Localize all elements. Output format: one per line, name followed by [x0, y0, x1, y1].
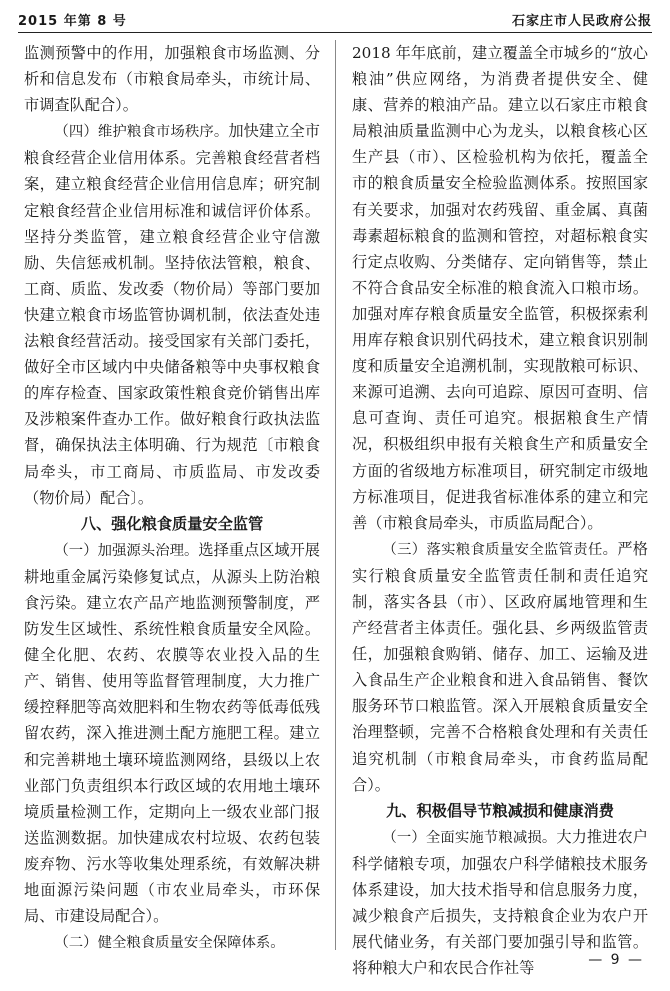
publication-title: 石家庄市人民政府公报 — [511, 14, 652, 29]
subsection-heading: （一）加强源头治理。 — [54, 542, 199, 559]
section-heading: 八、强化粮食质量安全监管 — [80, 514, 264, 533]
paragraph-body: 选择重点区域开展耕地重金属污染修复试点，从源头上防治粮食污染。建立农产品产地监测预警制度，严防发生区域性、系统性粮食质量安全风险。健全化肥、农药、农膜等农业投入品的生产、销售、使用等监督管理制度，大力推广缓控释肥等高效肥料和生物农药等低毒低残留农药，深入推进测土配方施肥工程。建立和完善耕地土壤环境监测网络，县级以上农业部门负责组织本行政区域的农用地土壤环境质量检测工作，定期向上一级农业部门报送监测数据。加快建成农村垃圾、农药包装废弃物、污水等收集处理系统，有效解决耕地面源污染问题（市农业局牵头，市环保局、市建设局配合）。 — [24, 540, 320, 926]
paragraph-body: 加快建立全市粮食经营企业信用体系。完善粮食经营者档案，建立粮食经营企业信用信息库；研究制定粮食经营企业信用标准和诚信评价体系。坚持分类监管，建立粮食经营企业守信激励、失信惩戒机制。坚持依法管粮，粮食、工商、质监、发改委（物价局）等部门要加快建立粮食市场监管协调机制，依法查处违法粮食经营活动。接受国家有关部门委托，做好全市区域内中央储备粮等中央事权粮食的库存检查、国家政策性粮食竞价销售出库及涉粮案件查办工作。做好粮食行政执法监督，确保执法主体明确、行为规范〔市粮食局牵头，市工商局、市质监局、市发改委（物价局）配合〕。 — [24, 122, 320, 507]
paragraph — [24, 537, 320, 929]
left-column — [24, 40, 320, 950]
subsection-heading: （三）落实粮食质量安全监管责任。 — [382, 541, 618, 558]
paragraph — [24, 929, 320, 956]
section-heading: 九、积极倡导节粮减损和健康消费 — [386, 801, 614, 820]
paragraph: 2018 年年底前，建立覆盖全市城乡的“放心粮油”供应网络，为消费者提供安全、健康、营养的粮油产品。建立以石家庄市粮食局粮油质量监测中心为龙头，以粮食核心区生产县（市）、区检验机构为依托，覆盖全市的粮食质量安全检验监测体系。按照国家有关要求，加强对农药残留、重金属、真菌毒素超标粮食的监测和管控，对超标粮食实行定点收购、分类储存、定向销售等，禁止不符合食品安全标准的粮食流入口粮市场。加强对库存粮食质量安全监管，积极探索利用库存粮食识别代码技术，建立粮食识别制度和质量安全追溯机制，实现散粮可标识、来源可追溯、去向可追踪、原因可查明、信息可查询、责任可追究。根据粮食生产情况，积极组织申报有关粮食生产和质量安全方面的省级地方标准项目，研究制定市级地方标准项目，促进我省标准体系的建立和完善（市粮食局牵头，市质监局配合）。 — [352, 44, 648, 532]
paragraph — [352, 536, 648, 798]
paragraph-body: 大力推进农户科学储粮专项，加强农户科学储粮技术服务体系建设，加大技术指导和信息服务力度，减少粮食产后损失，支持粮食企业为农户开展代储业务，有关部门要加强引导和监管。将种粮大户和农民合作社等 — [352, 827, 648, 978]
paragraph-body: 严格实行粮食质量安全监管责任制和责任追究制，落实各县（市）、区政府属地管理和生产经营者主体责任。强化县、乡两级监管责任，加强粮食购销、储存、加工、运输及进入食品生产企业粮食和进入食品销售、餐饮服务环节口粮监管。深入开展粮食质量安全治理整顿，完善不合格粮食处理和有关责任追究机制（市粮食局牵头，市食药监局配合）。 — [352, 539, 648, 794]
subsection-heading: （一）全面实施节粮减损。 — [382, 829, 557, 846]
subsection-heading: （四）维护粮食市场秩序。 — [54, 124, 229, 141]
column-divider — [335, 40, 336, 950]
paragraph: 监测预警中的作用，加强粮食市场监测、分析和信息发布（市粮食局牵头，市统计局、市调查队配合）。 — [24, 44, 320, 115]
paragraph — [24, 118, 320, 510]
subsection-heading: （二）健全粮食质量安全保障体系。 — [54, 935, 285, 952]
issue-label: 2015 年第 8 号 — [18, 14, 127, 29]
page-number: — 9 — — [588, 952, 644, 968]
page-header — [18, 6, 652, 33]
right-column — [352, 40, 648, 978]
